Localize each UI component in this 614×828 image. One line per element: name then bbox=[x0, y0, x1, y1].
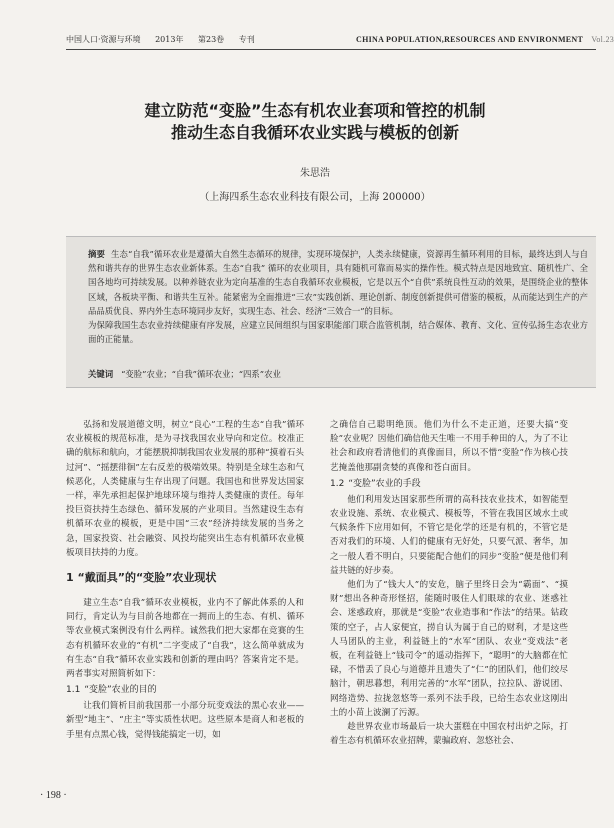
journal-year: 2013年 bbox=[155, 35, 184, 44]
section-heading-1: 1 “戴面具”的“变脸”农业现状 bbox=[66, 571, 217, 585]
article-title-line-2: 推动生态自我循环农业实践与模板的创新 bbox=[170, 123, 459, 142]
body-paragraph: 让我们简析目前我国那一小部分玩变戏法的黑心农业——新型“地主”、“庄主”等实质性状吧。这些原本是商人和老板的手里有点黑心钱，觉得钱能搞定一切，如 bbox=[66, 701, 304, 740]
article-title-line-1: 建立防范“变脸”生态有机农业套项和管控的机制 bbox=[144, 101, 486, 120]
abstract-label: 摘要 bbox=[88, 249, 106, 259]
author-affiliation: （上海四系生态农业科技有限公司，上海 200000） bbox=[199, 192, 431, 203]
journal-issue: 第23卷 bbox=[198, 35, 225, 44]
abstract-text-2: 为保障我国生态农业持续健康有序发展，应建立民间组织与国家职能部门联合监管机制，结合媒体、教育、文化、宣传弘扬生态农业方面的正能量。 bbox=[88, 320, 588, 345]
journal-name-cn: 中国人口·资源与环境 bbox=[66, 35, 141, 44]
subsection-title: “变脸”农业的手段 bbox=[348, 478, 421, 489]
body-paragraph: 他们为了“钱大人”的安危，脑子里终日会为“霸面”、“摸财”想出各种奇形怪招，能随时吸住人们眼球的农业、迷惑社会、迷惑政府，那就是“变脸”农业造事和“作法”的结果。钻政策的空子，占人家便宜，捞自认为属于自己的财利，才是这些人马团队的主业，利益链上的“水军”团队、农业“变戏法”老板，在利益链上“钱司令”的遥动指挥下，“聪明”的大脑都在忙碌，不惜丢了良心与道德并且遗失了“仁”的团队们，他们绞尽脑汁，朝思暮想，利用完善的“水军”团队，拉拉队、游说团、网络造势、拉拢忽悠等一系列不法手段，已给生态农业这刚出土的小苗上波澜了污源。 bbox=[330, 580, 568, 718]
body-paragraph: 他们利用发达国家那些所谓的高科技农业技术，如智能型农业设施、系统、农业模式、模板等，不管在我国区域水土或气候条件下应用如何，不管它是化学的还是有机的，不管它是否对我们的环境、人们的健康有无好处，只要气派、奢华，加之一般人看不明白，只要能配合他们的同步“变脸”便是他们利益共链的好步奏。 bbox=[330, 494, 568, 576]
journal-volume: Vol.23 bbox=[591, 35, 614, 44]
body-paragraph: 建立生态“自我”循环农业模板，业内不了解此体系的人和同行，肯定认为与目前各地都在一拥而上的生态、有机、循环等农业模式案例没有什么两样。诚然我们把大家都在竞赛的生态有机循环农业的“有机”二字变成了“自我”，这么简单就成为有生态“自我”循环农业实践和创新的理由吗？答案肯定不是。两者事实对照简析如下： bbox=[66, 598, 304, 680]
article-title bbox=[80, 100, 550, 144]
body-paragraph: 趁世界农业市场最后一块大蛋糕在中国农村出炉之际，打着生态有机循环农业招牌，蒙骗政府、忽悠社会、 bbox=[330, 722, 568, 747]
author-name: 朱思浩 bbox=[300, 168, 330, 179]
keywords bbox=[88, 367, 588, 381]
body-column-left bbox=[66, 418, 304, 742]
header-rule bbox=[66, 49, 596, 50]
subsection-heading-1-1 bbox=[66, 683, 304, 697]
body-paragraph: 之确信自己聪明绝顶。他们为什么不走正道，还要大搞“变脸”农业呢？因他们确信他天生唯一不用手种田的人，为了不让社会和政府看清他们的真像面目，所以不惜“变脸”作为核心技艺掩盖他那副贪婪的真像和苍白面目。 bbox=[330, 420, 568, 473]
abstract bbox=[88, 247, 588, 346]
journal-name-en: CHINA POPULATION,RESOURCES AND ENVIRONMENT bbox=[356, 35, 583, 44]
running-header-right bbox=[356, 33, 614, 47]
subsection-number: 1.2 bbox=[330, 478, 345, 489]
abstract-box bbox=[66, 236, 596, 388]
journal-special: 专刊 bbox=[238, 35, 255, 44]
subsection-heading-1-2 bbox=[330, 477, 568, 491]
body-column-right bbox=[330, 418, 568, 748]
keywords-text: “变脸”农业；“自我”循环农业；“四系”农业 bbox=[121, 369, 281, 379]
body-paragraph: 弘扬和发展道德文明，树立“良心”工程的生态“自我”循环农业模板的规范标准，是为寻找我国农业导向和定位。校准正确的航标和航向，才能摆脱抑制我国农业发展的那种“摸着石头过河”、“摇摆徘徊”左右反差的极端效果。特别是全球生态和气候恶化，人类健康与生存出现了问题。我国也和世界发达国家一样，率先承担起保护地球环境与维持人类健康的责任。每年投巨资扶持生态绿色、循环发展的产业项目。当然建设生态有机循环农业的模板，更是中国“三农”经济持续发展的当务之急，国家投资、社会融资、风投均能突出生态有机循环农业模板项目扶持的力度。 bbox=[66, 420, 304, 558]
running-header-left bbox=[66, 33, 267, 47]
subsection-title: “变脸”农业的目的 bbox=[84, 685, 157, 696]
abstract-text: 生态“自我”循环农业是遵循大自然生态循环的规律，实现环境保护，人类永续健康，资源再生循环利用的目标，最终达到人与自然和谐共存的世界生态农业新体系。生态“自我” 循环的农业项目，具有随机可靠而易实的操作性。模式特点是因地致宜、随机性广、全国各地均可持续发展。以种养链农业为定向基准的生态自我循环农业模板，它是以五个“自供”系统良性互动的效果，是围绕企业的整体区域，各板块平衡、和谐共生互补。能紧密为全面推进“三农”实践创新、理论创新、制度创新提供可借鉴的模板，从而能达到生产的产品品质优良、界内外生态环境同步友好，实现生态、社会、经济“三效合一”的目标。 bbox=[88, 249, 588, 316]
subsection-number: 1.1 bbox=[66, 685, 81, 696]
keywords-label: 关键词 bbox=[88, 369, 114, 379]
running-header bbox=[66, 33, 614, 47]
page-number: · 198 · bbox=[40, 790, 67, 801]
